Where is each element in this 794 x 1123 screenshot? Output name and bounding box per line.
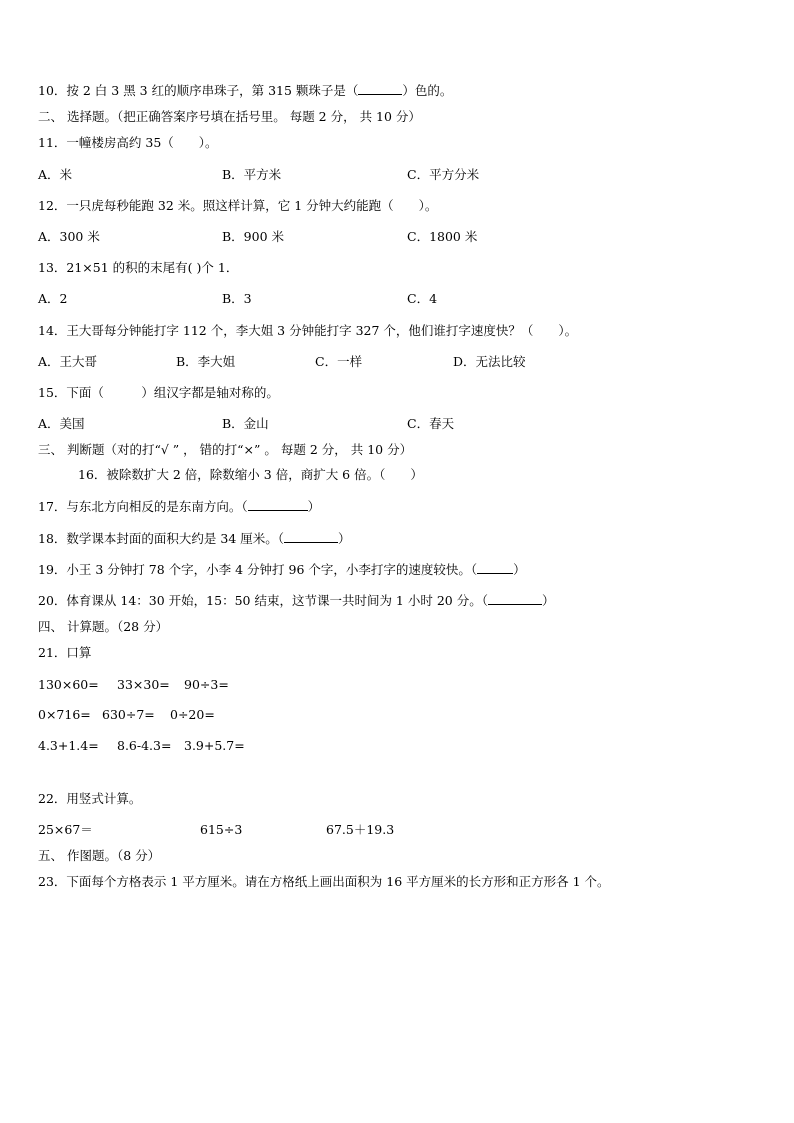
question-10: [38, 83, 452, 99]
question-15-option-c[interactable]: C．春天: [407, 416, 455, 431]
vertical-calc-item: 67.5＋19.3: [326, 822, 395, 837]
question-13-stem: 13．21×51 的积的末尾有( )个 1．: [38, 260, 239, 275]
section-3-heading: 三、 判断题（对的打“√ ” ， 错的打“×” 。 每题 2 分， 共 10 分）: [38, 442, 413, 457]
question-23: 23．下面每个方格表示 1 平方厘米。请在方格纸上画出面积为 16 平方厘米的长方形和正方形各 1 个。: [38, 874, 610, 889]
question-18-text: 18．数学课本封面的面积大约是 34 厘米。（: [38, 531, 285, 546]
question-10-text: 10．按 2 白 3 黑 3 红的顺序串珠子，第 315 颗珠子是（: [38, 83, 359, 98]
question-14-option-c[interactable]: C．一样: [315, 354, 363, 369]
question-11-option-a[interactable]: A．米: [38, 167, 73, 182]
question-17-text: 17．与东北方向相反的是东南方向。（: [38, 499, 248, 514]
question-14-option-a[interactable]: A．王大哥: [38, 354, 98, 369]
answer-blank[interactable]: [248, 499, 308, 511]
question-15-stem: 15．下面（ ）组汉字都是轴对称的。: [38, 385, 279, 400]
question-13-option-a[interactable]: A．2: [38, 291, 68, 306]
question-10-text-end: ）色的。: [402, 83, 453, 98]
calc-item: 130×60=: [38, 677, 99, 692]
question-19-text: 19．小王 3 分钟打 78 个字，小李 4 分钟打 96 个字，小李打字的速度较快。（: [38, 562, 478, 577]
question-17: [38, 499, 320, 515]
vertical-calc-item: 25×67＝: [38, 822, 93, 837]
section-4-heading: 四、 计算题。（28 分）: [38, 619, 169, 634]
calc-item: 4.3+1.4=: [38, 738, 99, 753]
section-2-heading: 二、 选择题。（把正确答案序号填在括号里。 每题 2 分， 共 10 分）: [38, 109, 421, 124]
question-20: [38, 593, 554, 609]
question-15-option-a[interactable]: A．美国: [38, 416, 85, 431]
question-13-option-b[interactable]: B．3: [222, 291, 252, 306]
calc-item: 33×30=: [117, 677, 170, 692]
question-15-option-b[interactable]: B．金山: [222, 416, 269, 431]
question-11-option-b[interactable]: B．平方米: [222, 167, 282, 182]
calc-item: 3.9+5.7=: [184, 738, 245, 753]
calc-item: 0×716=: [38, 707, 91, 722]
question-13-option-c[interactable]: C．4: [407, 291, 438, 306]
question-18-text-end: ）: [338, 531, 351, 546]
calc-item: 0÷20=: [170, 707, 215, 722]
question-19-text-end: ）: [513, 562, 526, 577]
question-12-stem: 12．一只虎每秒能跑 32 米。照这样计算，它 1 分钟大约能跑（ ）。: [38, 198, 438, 213]
question-14-stem: 14．王大哥每分钟能打字 112 个，李大姐 3 分钟能打字 327 个，他们谁打字速度快？（ ）。: [38, 323, 578, 338]
question-21-title: 21．口算: [38, 645, 92, 660]
calc-item: 630÷7=: [102, 707, 155, 722]
answer-blank[interactable]: [477, 562, 513, 574]
question-12-option-c[interactable]: C．1800 米: [407, 229, 478, 244]
question-11-stem: 11．一幢楼房高约 35（ ）。: [38, 135, 218, 150]
question-14-option-b[interactable]: B．李大姐: [176, 354, 236, 369]
section-5-heading: 五、 作图题。（8 分）: [38, 848, 161, 863]
question-11-option-c[interactable]: C．平方分米: [407, 167, 480, 182]
question-16: 16．被除数扩大 2 倍，除数缩小 3 倍，商扩大 6 倍。（ ）: [78, 467, 423, 482]
question-12-option-b[interactable]: B．900 米: [222, 229, 285, 244]
question-14-option-d[interactable]: D．无法比较: [453, 354, 526, 369]
answer-blank[interactable]: [284, 531, 338, 543]
answer-blank[interactable]: [488, 593, 542, 605]
question-20-text-end: ）: [541, 593, 555, 608]
answer-blank[interactable]: [358, 83, 402, 95]
calc-item: 90÷3=: [184, 677, 229, 692]
question-12-option-a[interactable]: A．300 米: [38, 229, 100, 244]
question-22-title: 22．用竖式计算。: [38, 791, 142, 806]
question-19: [38, 562, 526, 578]
calc-item: 8.6-4.3=: [117, 738, 172, 753]
question-18: [38, 531, 351, 547]
vertical-calc-item: 615÷3: [200, 822, 243, 837]
question-17-text-end: ）: [307, 499, 321, 514]
question-20-text: 20．体育课从 14：30 开始，15：50 结束，这节课一共时间为 1 小时 20 分。（: [38, 593, 488, 608]
